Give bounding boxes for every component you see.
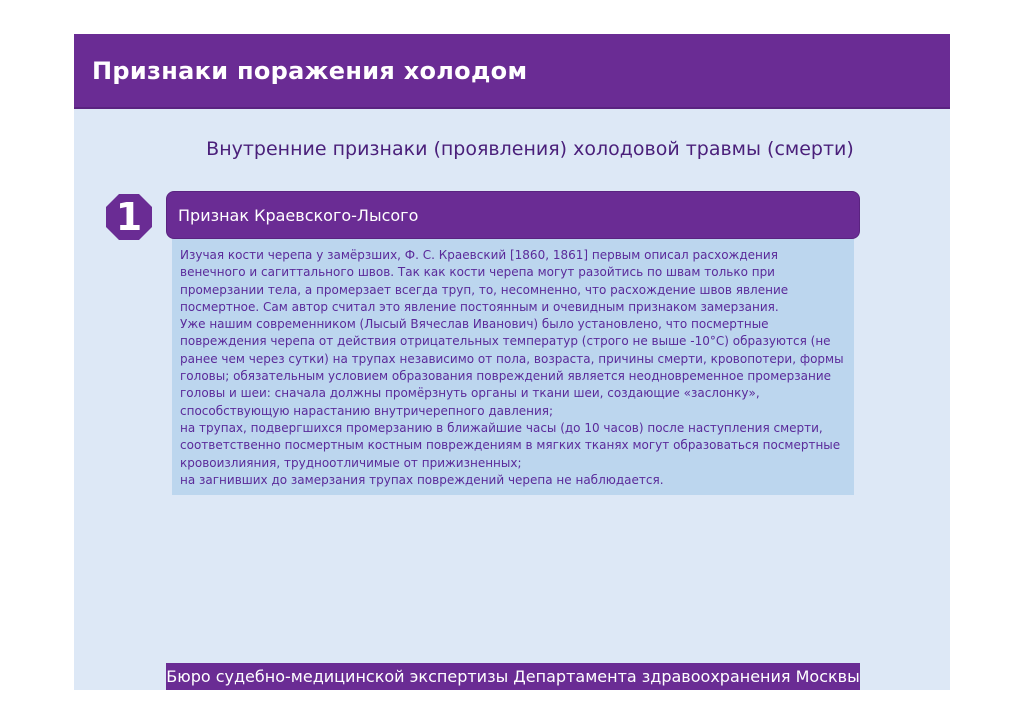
number-badge — [105, 193, 153, 241]
section-body — [172, 239, 854, 495]
body-paragraph: Изучая кости черепа у замёрзших, Ф. С. Краевский [1860, 1861] первым описал расхождения венечного и сагиттального швов. Так как кости черепа могут разойтись по швам только при промерзании тела, а промерзает всегда труп, то, несомненно, что расхождение швов явление посмертное. Сам автор считал это явление постоянным и очевидным признаком замерзания. — [180, 248, 789, 314]
footer-organization: Бюро судебно-медицинской экспертизы Департамента здравоохранения Москвы — [166, 663, 860, 690]
body-paragraph: на загнивших до замерзания трупах повреждений черепа не наблюдается. — [180, 472, 664, 487]
section-header — [166, 191, 860, 239]
body-paragraph: Уже нашим современником (Лысый Вячеслав Иванович) было установлено, что посмертные повреждения черепа от действия отрицательных температур (строго не выше -10°С) образуются (не ранее чем через сутки) на трупах независимо от пола, возраста, причины смерти, кровопотери, формы головы; обязательным условием образования повреждений является неодновременное промерзание головы и шеи: сначала должны промёрзнуть органы и ткани шеи, создающие «заслонку», способствующую нарастанию внутричерепного давления; — [180, 317, 844, 418]
title-bar — [74, 34, 950, 109]
body-paragraph: на трупах, подвергшихся промерзанию в ближайшие часы (до 10 часов) после наступления смерти, соответственно посмертным костным повреждениям в мягких тканях могут образоваться посмертные кровоизлияния, трудноотличимые от прижизненных; — [180, 420, 841, 470]
section-heading: Признак Краевского-Лысого — [178, 206, 419, 225]
badge-number: 1 — [115, 195, 143, 239]
slide-title: Признаки поражения холодом — [92, 57, 528, 85]
slide — [74, 34, 950, 690]
slide-subtitle: Внутренние признаки (проявления) холодовой травмы (смерти) — [206, 138, 854, 160]
